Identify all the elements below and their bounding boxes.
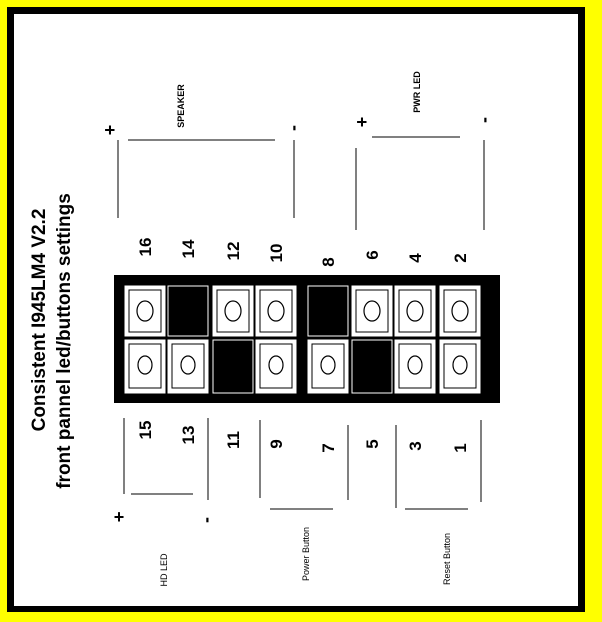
speaker-bracket bbox=[100, 84, 303, 218]
pin-hole bbox=[453, 356, 467, 374]
pin-number-5: 5 bbox=[363, 439, 382, 449]
pwr-led-bracket bbox=[352, 71, 494, 230]
pin-number-9: 9 bbox=[267, 439, 286, 449]
top-pin-numbers bbox=[136, 238, 470, 267]
pin-number-10: 10 bbox=[267, 243, 286, 263]
header-pin-8 bbox=[308, 286, 348, 336]
pin-number-3: 3 bbox=[406, 441, 425, 451]
hd-led-minus: - bbox=[196, 517, 216, 523]
pin-number-11: 11 bbox=[224, 431, 243, 449]
hd-led-label: HD LED bbox=[159, 553, 169, 587]
pwr-led-plus: + bbox=[352, 116, 372, 128]
title-line1: Consistent I945LM4 V2.2 bbox=[29, 208, 50, 432]
title-line2: front pannel led/buttons settings bbox=[54, 193, 75, 489]
pin-hole bbox=[137, 301, 153, 321]
pin-number-16: 16 bbox=[136, 237, 155, 257]
pin-hole bbox=[407, 301, 423, 321]
power-button-label: Power Button bbox=[301, 526, 311, 582]
speaker-label: SPEAKER bbox=[176, 84, 186, 128]
pin-hole bbox=[138, 356, 152, 374]
pin-hole bbox=[321, 356, 335, 374]
pin-hole bbox=[181, 356, 195, 374]
reset-button-label: Reset Button bbox=[442, 532, 452, 586]
pin-number-1: 1 bbox=[451, 443, 470, 453]
pin-number-15: 15 bbox=[136, 420, 155, 440]
hd-led-plus: + bbox=[113, 507, 125, 527]
speaker-minus: - bbox=[283, 125, 303, 131]
pwr-led-label: PWR LED bbox=[412, 71, 422, 113]
hd-led-bracket bbox=[114, 418, 216, 587]
pin-number-14: 14 bbox=[179, 239, 198, 259]
pin-number-7: 7 bbox=[319, 443, 338, 453]
pwr-led-minus: - bbox=[474, 117, 494, 123]
pin-hole bbox=[268, 301, 284, 321]
speaker-plus: + bbox=[100, 124, 120, 136]
pin-hole bbox=[364, 301, 380, 321]
pin-hole bbox=[408, 356, 422, 374]
pin-number-8: 8 bbox=[319, 257, 338, 267]
pin-hole bbox=[225, 301, 241, 321]
bottom-pin-numbers bbox=[136, 421, 470, 453]
pin-number-2: 2 bbox=[451, 253, 470, 263]
pin-number-4: 4 bbox=[406, 253, 425, 263]
pin-hole bbox=[452, 301, 468, 321]
pin-header bbox=[114, 275, 500, 403]
header-pin-14 bbox=[168, 286, 208, 336]
pin-hole bbox=[269, 356, 283, 374]
pin-number-6: 6 bbox=[363, 250, 382, 260]
pin-number-13: 13 bbox=[179, 425, 198, 445]
pin-number-12: 12 bbox=[224, 241, 243, 261]
header-pin-11 bbox=[213, 340, 253, 393]
header-pin-5 bbox=[352, 340, 392, 393]
